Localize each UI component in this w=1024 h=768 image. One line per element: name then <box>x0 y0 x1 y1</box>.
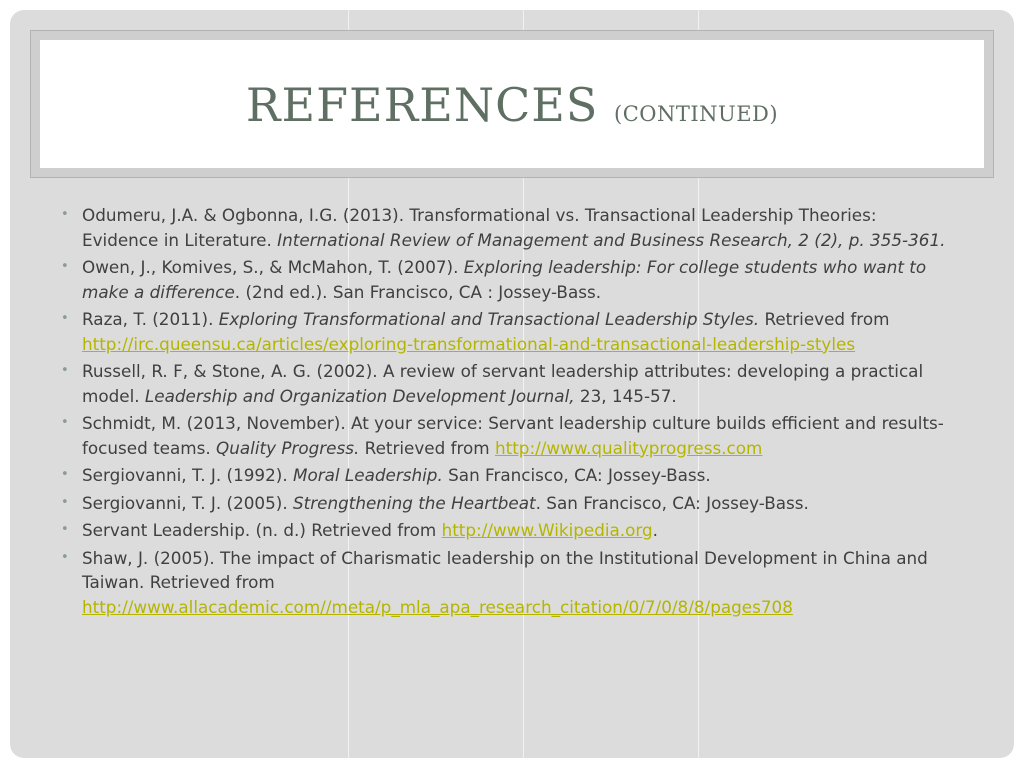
bullet-icon: • <box>61 415 69 430</box>
bullet-icon: • <box>61 311 69 326</box>
reference-text: Servant Leadership. (n. d.) Retrieved from <box>82 520 442 540</box>
reference-italic-text: Quality Progress. <box>216 437 360 458</box>
bullet-icon: • <box>61 207 69 222</box>
reference-italic-text: Moral Leadership. <box>293 465 443 485</box>
bullet-icon: • <box>61 467 69 482</box>
reference-item <box>58 411 958 460</box>
reference-text: Owen, J., Komives, S., & McMahon, T. (2007). <box>82 257 464 277</box>
reference-text: Odumeru, J.A. & Ogbonna, I.G. (2013). Transformational vs. Transactional Leadership Theories: Evidence in Literature. <box>82 205 877 250</box>
reference-item <box>58 546 958 620</box>
slide-subtitle: (CONTINUED) <box>614 102 779 126</box>
reference-text: Sergiovanni, T. J. (1992). <box>82 465 293 485</box>
reference-link[interactable]: http://www.allacademic.com//meta/p_mla_apa_research_citation/0/7/0/8/8/pages708 <box>82 596 793 617</box>
reference-text: Schmidt, M. (2013, November). At your service: Servant leadership culture builds efficient and results-focused teams. <box>82 413 944 458</box>
bullet-icon: • <box>61 259 69 274</box>
bullet-icon: • <box>61 522 69 537</box>
reference-text: San Francisco, CA: Jossey-Bass. <box>442 465 711 485</box>
reference-link[interactable]: http://irc.queensu.ca/articles/exploring-transformational-and-transactional-leadership-styles <box>82 333 856 354</box>
reference-italic-text: Strengthening the Heartbeat <box>293 492 536 513</box>
reference-item <box>58 255 958 304</box>
reference-item <box>58 491 958 516</box>
reference-item <box>58 203 958 252</box>
reference-italic-text: Exploring Transformational and Transactional Leadership Styles. <box>218 309 760 329</box>
reference-text: Retrieved from <box>759 309 890 329</box>
slide-title <box>40 78 984 141</box>
reference-text: Retrieved from <box>359 437 495 458</box>
title-box <box>40 40 984 168</box>
reference-text: Shaw, J. (2005). The impact of Charismatic leadership on the Institutional Development in China and Taiwan. Retrieved from <box>82 547 928 592</box>
reference-text: . (2nd ed.). San Francisco, CA : Jossey-Bass. <box>234 281 602 302</box>
bullet-icon: • <box>61 494 69 510</box>
reference-link[interactable]: http://www.qualityprogress.com <box>495 437 763 458</box>
reference-text: . <box>652 520 659 540</box>
reference-text: Russell, R. F, & Stone, A. G. (2002). A review of servant leadership attributes: developing a practical model. <box>82 361 924 406</box>
reference-item <box>58 518 958 543</box>
reference-text: Raza, T. (2011). <box>82 309 219 329</box>
reference-italic-text: Exploring leadership: For college students who want to make a difference <box>82 257 927 302</box>
reference-item <box>58 463 958 488</box>
slide <box>10 10 1014 758</box>
reference-text: Sergiovanni, T. J. (2005). <box>82 492 293 513</box>
references-list <box>58 203 958 622</box>
reference-italic-text: International Review of Management and Business Research, 2 (2), p. 355-361. <box>277 229 946 250</box>
reference-text: 23, 145-57. <box>574 385 677 406</box>
slide-title-text: REFERENCES <box>245 78 599 132</box>
reference-text: . San Francisco, CA: Jossey-Bass. <box>535 492 809 513</box>
reference-italic-text: Leadership and Organization Development Journal, <box>144 385 575 406</box>
reference-link[interactable]: http://www.Wikipedia.org <box>441 520 653 540</box>
bullet-icon: • <box>61 549 69 565</box>
reference-item <box>58 307 958 356</box>
reference-item <box>58 359 958 408</box>
bullet-icon: • <box>61 363 69 378</box>
title-frame <box>30 30 994 178</box>
